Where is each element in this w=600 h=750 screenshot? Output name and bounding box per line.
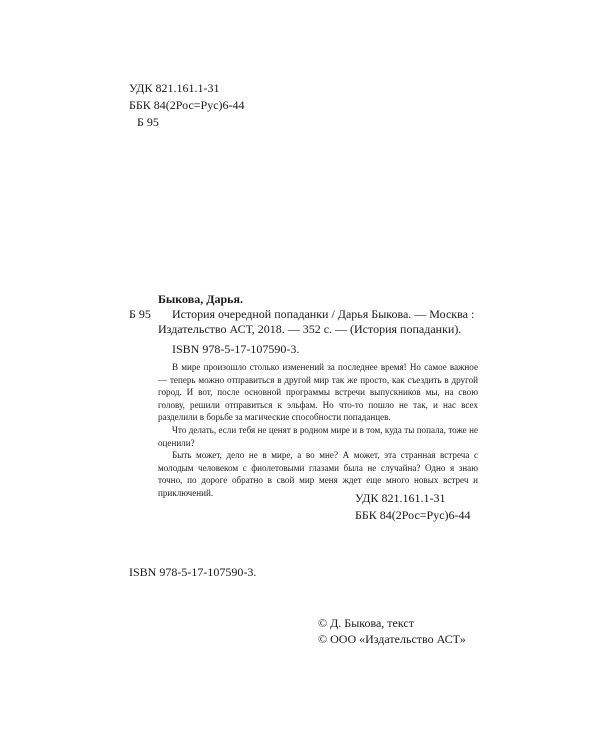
- abstract: [158, 361, 478, 500]
- record-isbn: ISBN 978-5-17-107590-3.: [172, 342, 300, 356]
- isbn-standalone: ISBN 978-5-17-107590-3.: [129, 565, 257, 579]
- copyright-author: © Д. Быкова, текст: [318, 616, 414, 630]
- classification-top: [129, 80, 245, 131]
- copyright-publisher: © ООО «Издательство АСТ»: [318, 632, 466, 646]
- bbk-code-bottom: ББК 84(2Рос=Рус)6-44: [355, 508, 471, 522]
- abstract-paragraph: В мире произошло столько изменений за последнее время! Но самое важное — теперь можно отправиться в другой мир так же просто, как съездить в другой город. И вот, после основной программы встречи выпускников мы, на свою голову, решили отправиться к эльфам. Но что-то пошло не так, и нас всех разделили в борьбе за магические способности попаданцев.: [158, 362, 478, 423]
- abstract-paragraph: Что делать, если тебя не ценят в родном мире и в том, куда ты попала, тоже не оценили?: [158, 424, 478, 448]
- record-author: Быкова, Дарья.: [158, 292, 244, 306]
- udk-code-bottom: УДК 821.161.1-31: [355, 491, 446, 505]
- record-code: Б 95: [129, 307, 151, 321]
- classification-bottom: [355, 490, 471, 524]
- author-mark: Б 95: [137, 115, 159, 129]
- bbk-code: ББК 84(2Рос=Рус)6-44: [129, 98, 245, 112]
- abstract-paragraph: Быть может, дело не в мире, а во мне? А может, эта странная встреча с молодым человеком с фиолетовыми глазами была не случайна? Одно я знаю точно, по дороге обратно в свой мир меня ждет еще много новых встреч и приключений.: [158, 450, 478, 498]
- record-description-line1: История очередной попаданки / Дарья Быкова. — Москва :: [172, 307, 475, 321]
- udk-code: УДК 821.161.1-31: [129, 81, 220, 95]
- record-description-line2: Издательство АСТ, 2018. — 352 с. — (История попаданки).: [158, 322, 462, 336]
